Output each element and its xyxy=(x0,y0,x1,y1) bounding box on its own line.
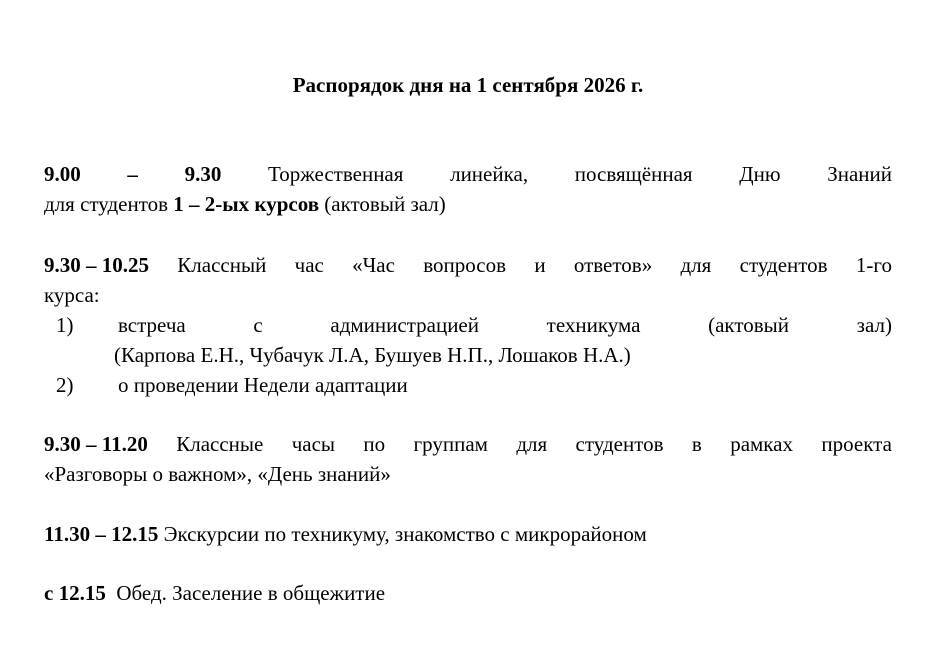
word: вопросов xyxy=(423,253,507,277)
list-item-text: о проведении Недели адаптации xyxy=(118,373,408,397)
word: студентов xyxy=(739,253,828,277)
word: техникума xyxy=(546,313,641,337)
schedule-item-class-hour xyxy=(44,250,892,310)
word: (актовый xyxy=(708,313,790,337)
word: Классный xyxy=(177,253,267,277)
schedule-item-group-class-hours xyxy=(44,429,892,489)
word: группам xyxy=(413,432,488,456)
word: час xyxy=(294,253,324,277)
word: для xyxy=(680,253,712,277)
document-title: Распорядок дня на 1 сентября 2026 г. xyxy=(292,73,644,97)
word: проекта xyxy=(821,432,892,456)
word: 1-го xyxy=(855,253,892,277)
time-range: с 12.15 xyxy=(44,581,106,605)
time-range-start: 9.00 xyxy=(44,162,81,186)
schedule-item-line xyxy=(44,189,892,219)
text-segment: для студентов xyxy=(44,192,174,216)
word: студентов xyxy=(575,432,664,456)
event-text: Экскурсии по техникуму, знакомство с микрорайоном xyxy=(163,522,647,546)
word: «Час xyxy=(352,253,395,277)
list-item-line xyxy=(118,310,892,340)
word: посвящённая xyxy=(574,162,693,186)
word: с xyxy=(253,313,263,337)
document-page xyxy=(44,0,892,670)
list-number: 1) xyxy=(56,313,74,337)
schedule-item-opening-ceremony xyxy=(44,159,892,219)
word: рамках xyxy=(730,432,794,456)
schedule-item-line xyxy=(44,250,892,280)
word: и xyxy=(534,253,546,277)
time-range: 9.30 – 10.25 xyxy=(44,253,149,277)
time-range: 9.30 – 11.20 xyxy=(44,432,148,456)
time-range-end: 9.30 xyxy=(184,162,222,186)
schedule-item-line xyxy=(44,429,892,459)
word: администрацией xyxy=(330,313,479,337)
list-item xyxy=(44,370,892,400)
time-range-dash: – xyxy=(127,162,138,186)
schedule-item-line xyxy=(44,578,892,608)
time-range: 11.30 – 12.15 xyxy=(44,522,159,546)
schedule-item-line: курса: xyxy=(44,283,100,307)
word: Знаний xyxy=(827,162,892,186)
word: по xyxy=(363,432,386,456)
word: ответов» xyxy=(573,253,653,277)
schedule-item-line: «Разговоры о важном», «День знаний» xyxy=(44,462,391,486)
list-item-line: (Карпова Е.Н., Чубачук Л.А, Бушуев Н.П., Лошаков Н.А.) xyxy=(114,343,631,367)
word: зал) xyxy=(856,313,892,337)
text-segment: (актовый зал) xyxy=(319,192,446,216)
list-item xyxy=(44,310,892,370)
word: в xyxy=(691,432,702,456)
word: Дню xyxy=(739,162,781,186)
word: встреча xyxy=(118,313,186,337)
schedule-item-lunch xyxy=(44,578,892,608)
course-label: 1 – 2-ых курсов xyxy=(173,192,320,216)
word: линейка, xyxy=(450,162,529,186)
word: для xyxy=(516,432,548,456)
schedule-item-line xyxy=(44,519,892,549)
schedule-item-line xyxy=(44,159,892,189)
word: Торжественная xyxy=(268,162,404,186)
word: часы xyxy=(291,432,336,456)
event-text: Обед. Заселение в общежитие xyxy=(116,581,386,605)
list-number: 2) xyxy=(56,373,74,397)
word: Классные xyxy=(176,432,264,456)
schedule-item-excursions xyxy=(44,519,892,549)
